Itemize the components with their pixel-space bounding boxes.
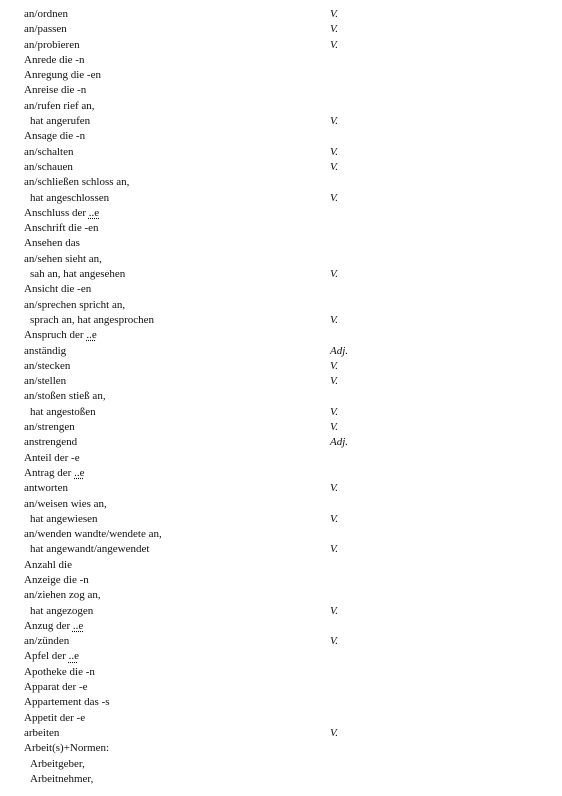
vocabulary-entry: [24, 772, 544, 787]
entry-term: [24, 374, 66, 389]
vocabulary-entry: [24, 236, 544, 251]
entry-term: [24, 711, 85, 726]
vocabulary-entry: [24, 695, 544, 710]
entry-term-text: Apotheke die -n: [24, 665, 95, 678]
entry-term-text: sprach an, hat angesprochen: [30, 313, 155, 326]
vocabulary-entry: [24, 665, 544, 680]
entry-term-text: an/ordnen: [24, 8, 68, 20]
vocabulary-entry: [24, 619, 544, 634]
entry-term-text: Appartement das -s: [24, 696, 110, 709]
entry-term: [24, 83, 86, 98]
entry-term: [24, 389, 106, 404]
entry-term: [30, 772, 93, 787]
entry-term: [24, 252, 102, 267]
entry-plural-suffix: ..e: [72, 619, 84, 632]
vocabulary-entry: [24, 282, 544, 297]
vocabulary-entry: [24, 298, 544, 313]
entry-part-of-speech: V.: [330, 115, 339, 128]
entry-term-text: Arbeitgeber,: [30, 757, 85, 770]
entry-term: [24, 145, 73, 160]
vocabulary-entry: [24, 53, 544, 68]
vocabulary-entry: [24, 328, 544, 343]
entry-term-text: Anregung die -en: [24, 69, 101, 82]
entry-part-of-speech: V.: [330, 604, 339, 617]
entry-part-of-speech: V.: [330, 8, 339, 20]
entry-term-text: Anschluss der: [24, 206, 89, 219]
vocabulary-entry: [24, 741, 544, 756]
entry-term-text: hat angeschlossen: [30, 191, 110, 204]
vocabulary-entry: [24, 405, 544, 420]
entry-term-text: hat angestoßen: [30, 405, 96, 418]
entry-term-text: an/stoßen stieß an,: [24, 390, 106, 403]
vocabulary-entry: [24, 649, 544, 664]
entry-term-text: arbeiten: [24, 726, 60, 739]
entry-term: [30, 405, 96, 420]
entry-term-text: Apfel der: [24, 650, 69, 663]
entry-part-of-speech: V.: [330, 191, 339, 204]
entry-term: [24, 619, 83, 634]
vocabulary-entry: [24, 420, 544, 435]
entry-term-text: an/wenden wandte/wendete an,: [24, 528, 162, 541]
entry-term-text: an/schalten: [24, 145, 74, 158]
entry-term-text: hat angewandt/angewendet: [30, 543, 150, 556]
entry-part-of-speech: V.: [330, 38, 339, 51]
entry-term-text: an/schließen schloss an,: [24, 176, 130, 189]
entry-term: [24, 573, 89, 588]
vocabulary-entry: [24, 497, 544, 512]
entry-part-of-speech: Adj.: [330, 436, 349, 449]
entry-term: [24, 236, 80, 251]
vocabulary-entry: [24, 711, 544, 726]
vocabulary-entry: [24, 435, 544, 450]
entry-term: [24, 7, 68, 22]
entry-part-of-speech: V.: [330, 421, 339, 434]
entry-term-text: an/strengen: [24, 421, 75, 434]
entry-term: [24, 558, 72, 573]
vocabulary-entry: [24, 313, 544, 328]
entry-term: [24, 695, 110, 710]
entry-term-text: hat angerufen: [30, 115, 91, 128]
entry-term-text: Arbeit(s)+Normen:: [24, 742, 110, 755]
vocabulary-entry: [24, 588, 544, 603]
entry-term: [24, 741, 109, 756]
vocabulary-entry: [24, 558, 544, 573]
entry-term: [30, 114, 90, 129]
vocabulary-entry: [24, 267, 544, 282]
entry-term-text: Anzahl die: [24, 558, 72, 571]
entry-term-text: Anzug der: [24, 619, 73, 632]
vocabulary-entry: [24, 206, 544, 221]
entry-term-text: an/weisen wies an,: [24, 497, 107, 510]
entry-part-of-speech: V.: [330, 145, 339, 158]
vocabulary-entry: [24, 252, 544, 267]
entry-plural-suffix: ..e: [74, 466, 85, 479]
entry-term-text: anständig: [24, 344, 67, 357]
vocabulary-entry: [24, 680, 544, 695]
vocabulary-entry: [24, 160, 544, 175]
entry-plural-suffix: ..e: [88, 206, 100, 219]
entry-term: [24, 588, 101, 603]
entry-part-of-speech: V.: [330, 482, 339, 495]
vocabulary-entry: [24, 221, 544, 236]
entry-term: [24, 665, 95, 680]
entry-part-of-speech: V.: [330, 405, 339, 418]
vocabulary-entry: [24, 512, 544, 527]
vocabulary-entry: [24, 83, 544, 98]
entry-term-text: Antrag der: [24, 466, 75, 479]
vocabulary-entry: [24, 604, 544, 619]
entry-part-of-speech: V.: [330, 160, 339, 173]
entry-term: [24, 175, 129, 190]
entry-term-text: sah an, hat angesehen: [30, 268, 126, 281]
vocabulary-entry: [24, 145, 544, 160]
entry-term: [30, 313, 154, 328]
entry-term-text: anstrengend: [24, 436, 78, 449]
entry-plural-suffix: ..e: [68, 650, 79, 663]
vocabulary-entry: [24, 359, 544, 374]
vocabulary-entry: [24, 542, 544, 557]
entry-term: [24, 435, 77, 450]
entry-term-text: an/sehen sieht an,: [24, 252, 102, 265]
vocabulary-entry: [24, 344, 544, 359]
entry-part-of-speech: V.: [330, 635, 339, 648]
entry-part-of-speech: V.: [330, 512, 339, 525]
entry-term: [24, 420, 75, 435]
entry-term: [30, 191, 109, 206]
vocabulary-entry: [24, 389, 544, 404]
entry-term: [24, 497, 107, 512]
entry-term-text: Anrede die -n: [24, 53, 85, 66]
entry-term-text: Anspruch der: [24, 329, 87, 342]
entry-term: [24, 359, 70, 374]
entry-term-text: Anzeige die -n: [24, 573, 89, 586]
entry-term-text: Ansehen das: [24, 237, 80, 250]
vocabulary-entry: [24, 634, 544, 649]
entry-term-text: an/stecken: [24, 359, 71, 372]
entry-term: [24, 634, 69, 649]
entry-term: [24, 481, 68, 496]
entry-term: [24, 466, 84, 481]
entry-term: [24, 22, 67, 37]
entry-term: [30, 267, 125, 282]
vocabulary-entry: [24, 757, 544, 772]
entry-term-text: Anteil der -e: [24, 451, 80, 464]
entry-term-text: Arbeitnehmer,: [30, 772, 94, 785]
entry-term-text: hat angezogen: [30, 604, 94, 617]
entry-part-of-speech: V.: [330, 359, 339, 372]
entry-term: [24, 282, 91, 297]
vocabulary-entry: [24, 374, 544, 389]
entry-plural-suffix: ..e: [86, 329, 97, 342]
entry-term-text: an/probieren: [24, 38, 80, 51]
vocabulary-entry: [24, 451, 544, 466]
entry-term: [24, 38, 80, 53]
entry-term-text: Apparat der -e: [24, 681, 88, 694]
entry-term: [24, 726, 59, 741]
entry-term: [24, 344, 66, 359]
entry-term: [24, 160, 73, 175]
entry-term-text: Ansage die -n: [24, 130, 86, 143]
entry-term: [24, 680, 88, 695]
entry-term-text: Appetit der -e: [24, 711, 86, 724]
entry-term-text: an/schauen: [24, 160, 73, 173]
entry-term: [24, 53, 84, 68]
entry-part-of-speech: V.: [330, 543, 339, 556]
entry-term: [24, 129, 85, 144]
entry-term-text: antworten: [24, 482, 68, 495]
vocabulary-entry: [24, 573, 544, 588]
entry-term-text: an/stellen: [24, 375, 67, 388]
entry-term: [30, 604, 93, 619]
vocabulary-entry: [24, 7, 544, 22]
entry-part-of-speech: V.: [330, 268, 339, 281]
entry-part-of-speech: V.: [330, 23, 339, 36]
entry-term: [24, 68, 101, 83]
vocabulary-entry: [24, 191, 544, 206]
entry-term: [24, 99, 95, 114]
vocabulary-entry: [24, 38, 544, 53]
entry-term-text: hat angewiesen: [30, 512, 98, 525]
vocabulary-entry: [24, 68, 544, 83]
entry-term: [24, 451, 80, 466]
vocabulary-entry: [24, 22, 544, 37]
vocabulary-entry: [24, 481, 544, 496]
vocabulary-entry: [24, 114, 544, 129]
entry-term: [24, 649, 79, 664]
vocabulary-list: [24, 7, 544, 787]
entry-term-text: an/zünden: [24, 635, 70, 648]
entry-term: [30, 757, 85, 772]
entry-term: [24, 298, 125, 313]
entry-term: [24, 206, 99, 221]
entry-term: [24, 527, 162, 542]
vocabulary-entry: [24, 129, 544, 144]
vocabulary-entry: [24, 466, 544, 481]
vocabulary-entry: [24, 726, 544, 741]
entry-part-of-speech: V.: [330, 313, 339, 326]
entry-term-text: an/passen: [24, 23, 67, 36]
vocabulary-entry: [24, 99, 544, 114]
entry-part-of-speech: Adj.: [330, 344, 349, 357]
entry-term-text: Ansicht die -en: [24, 283, 92, 296]
entry-part-of-speech: V.: [330, 375, 339, 388]
entry-term-text: an/sprechen spricht an,: [24, 298, 126, 311]
entry-term-text: an/rufen rief an,: [24, 99, 95, 112]
entry-term-text: Anschrift die -en: [24, 222, 99, 235]
entry-term-text: an/ziehen zog an,: [24, 589, 101, 602]
vocabulary-entry: [24, 175, 544, 190]
entry-term: [30, 512, 98, 527]
vocabulary-entry: [24, 527, 544, 542]
entry-term-text: Anreise die -n: [24, 84, 87, 97]
entry-term: [24, 328, 97, 343]
entry-term: [24, 221, 99, 236]
entry-term: [30, 542, 149, 557]
entry-part-of-speech: V.: [330, 726, 339, 739]
